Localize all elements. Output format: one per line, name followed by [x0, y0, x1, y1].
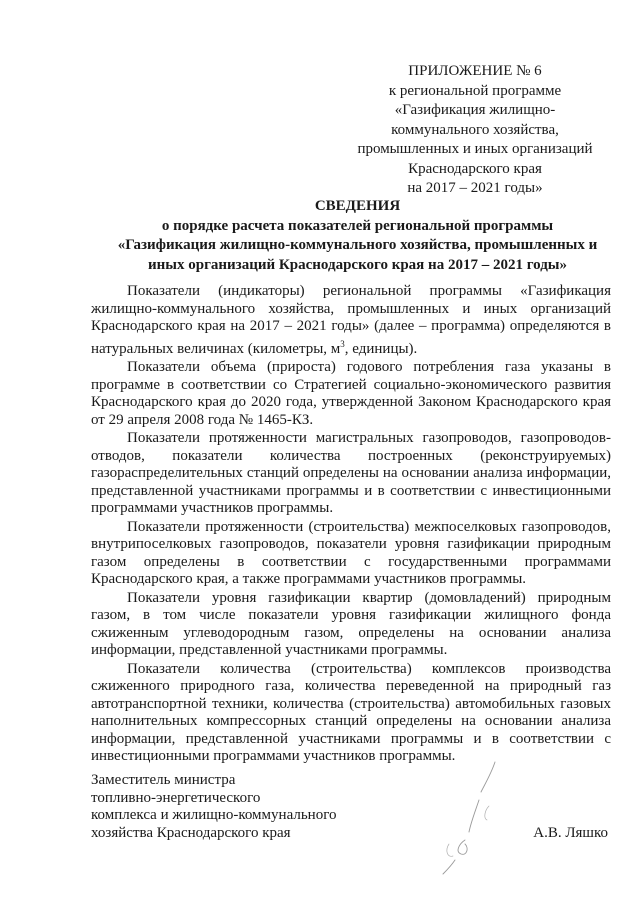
- appendix-line: коммунального хозяйства,: [391, 121, 559, 138]
- body-paragraph: Показатели протяженности (строительства) межпоселковых газопроводов, внутрипоселковых газопроводов, показатели уровня газификации природным газом определены в соответствии с государственными программами Краснодарского края, а также программами участников программы.: [91, 518, 611, 587]
- appendix-block: [350, 62, 600, 199]
- signatory-title-line: хозяйства Краснодарского края: [91, 824, 291, 841]
- superscript: 3: [340, 338, 345, 349]
- body-paragraph: Показатели объема (прироста) годового потребления газа указаны в программе в соответствии со Стратегией социально-экономического развития Краснодарского края до 2020 года, утвержденной Законом Краснодарского края от 29 апреля 2008 года № 1465-КЗ.: [91, 359, 611, 428]
- document-body: [91, 283, 611, 767]
- body-paragraph: [91, 283, 611, 358]
- document-heading: [80, 197, 635, 275]
- signature-block: [91, 772, 611, 842]
- appendix-line: ПРИЛОЖЕНИЕ № 6: [408, 63, 542, 79]
- heading-title: СВЕДЕНИЯ: [314, 198, 401, 214]
- heading-subtitle: иных организаций Краснодарского края на 2017 – 2021 годы»: [148, 256, 567, 273]
- body-paragraph: Показатели количества (строительства) комплексов производства сжиженного природного газа, количества переведенной на природный газ автотранспортной техники, количества (строительства) автомобильных газовых наполнительных компрессорных станций определены на основании анализа информации, представленной участниками программы и в соответствии с инвестиционными программами участников программы.: [91, 660, 611, 764]
- appendix-line: промышленных и иных организаций: [357, 141, 593, 157]
- body-paragraph: Показатели протяженности магистральных газопроводов, газопроводов-отводов, показатели количества построенных (реконструируемых) газораспределительных станций определены на основании анализа информации, представленной участниками программы и в соответствии с инвестиционными программами участников программы.: [91, 430, 611, 516]
- appendix-line: на 2017 – 2021 годы»: [407, 180, 543, 196]
- heading-subtitle: о порядке расчета показателей региональной программы: [161, 217, 554, 234]
- body-paragraph: Показатели уровня газификации квартир (домовладений) природным газом, в том числе показатели уровня газификации жилищного фонда сжиженным углеводородным газом, определены на основании анализа информации, представленной участниками программы.: [91, 589, 611, 658]
- signatory-title-line: комплекса и жилищно-коммунального: [91, 807, 337, 823]
- signatory-title-line: Заместитель министра: [91, 772, 236, 788]
- paragraph-text: , единицы).: [344, 340, 418, 357]
- paragraph-text: Показатели (индикаторы) региональной программы «Газификация жилищно-коммунального хозяйства, промышленных и иных организаций Краснодарского края на 2017 – 2021 годы» (далее – программа) определяются в натуральных величинах (километры, м: [91, 283, 611, 357]
- signatory-title-line: топливно-энергетического: [91, 789, 261, 806]
- appendix-line: Краснодарского края: [408, 160, 542, 177]
- appendix-line: к региональной программе: [388, 82, 562, 99]
- appendix-line: «Газификация жилищно-: [394, 102, 556, 118]
- heading-subtitle: «Газификация жилищно-коммунального хозяйства, промышленных и: [117, 237, 598, 253]
- signatory-name: А.В. Ляшко: [533, 824, 608, 841]
